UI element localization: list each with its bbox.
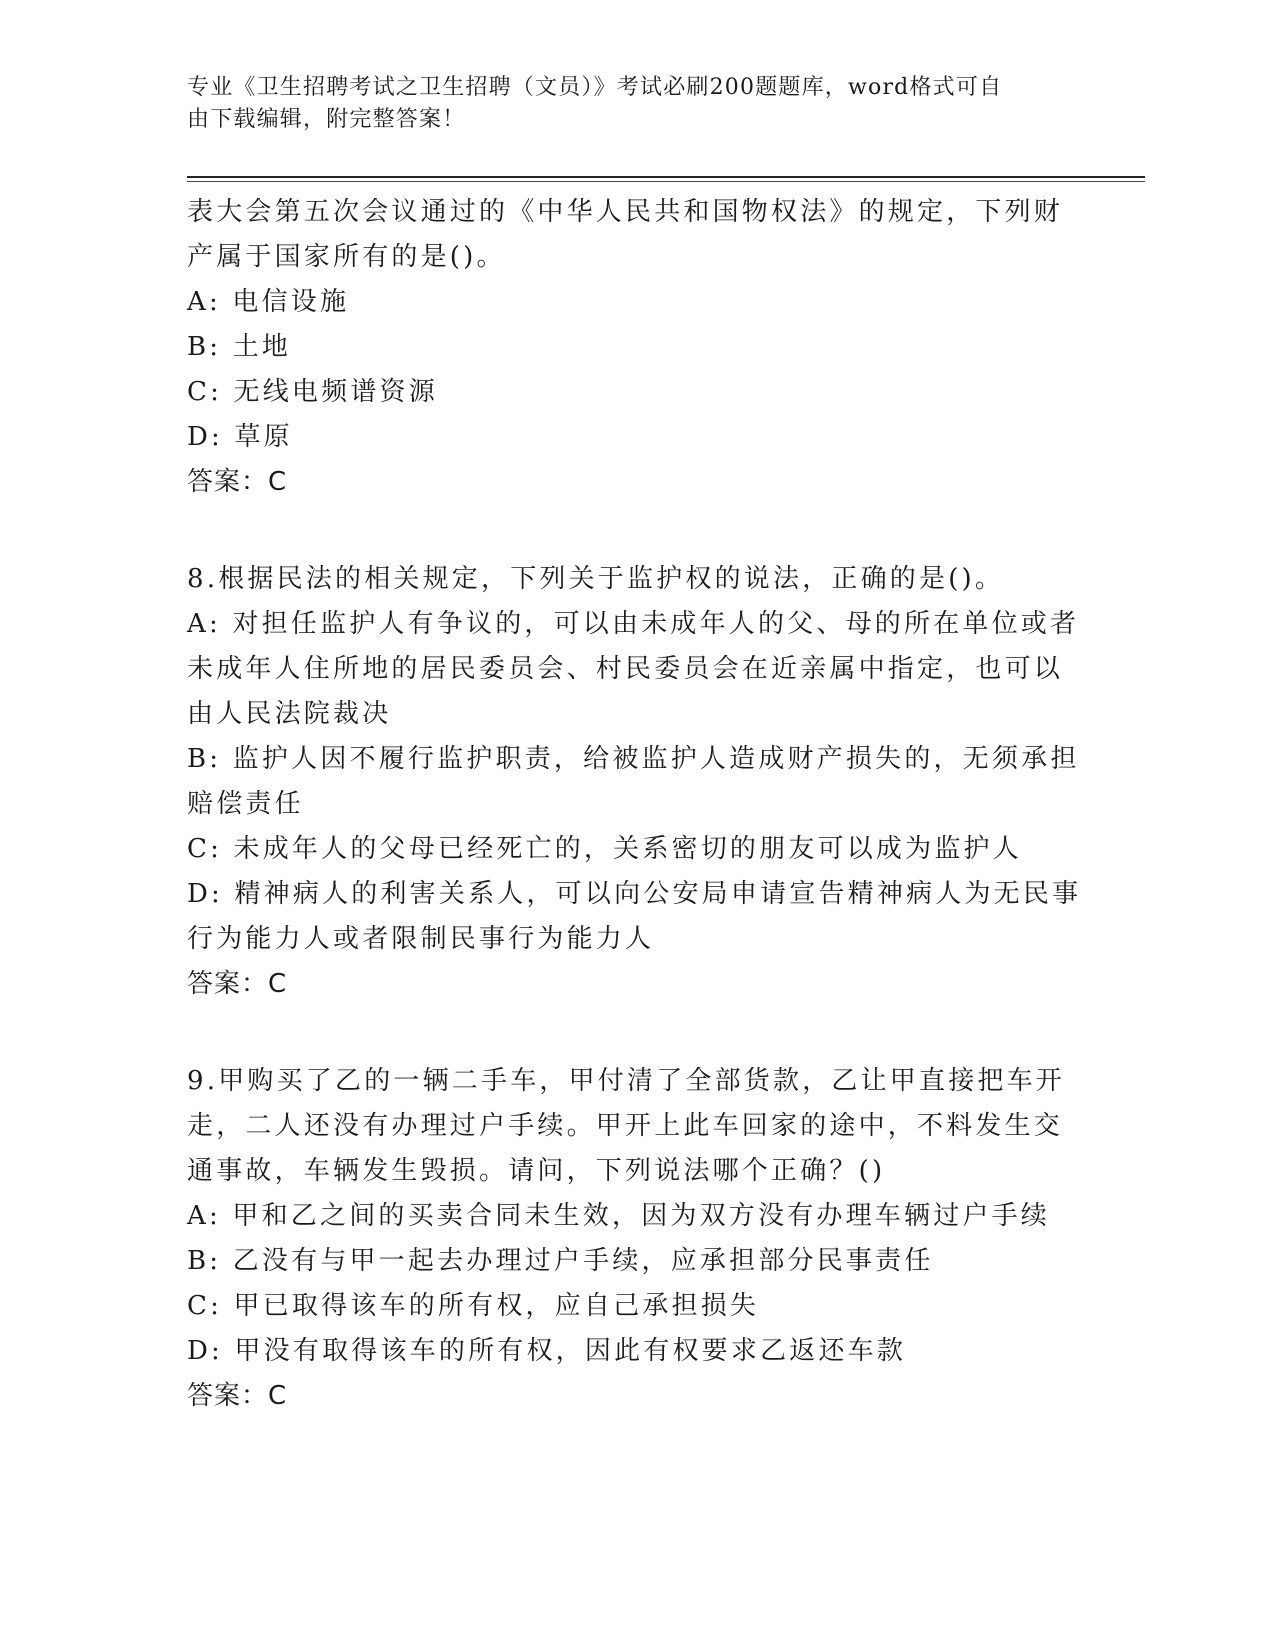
header-line-1: 专业《卫生招聘考试之卫生招聘（文员）》考试必刷200题题库，word格式可自 xyxy=(187,75,1003,100)
option-a: A: 电信设施 xyxy=(187,287,350,317)
option-b: B: 乙没有与甲一起去办理过户手续，应承担部分民事责任 xyxy=(187,1246,934,1276)
option-b-continued: 赔偿责任 xyxy=(187,789,304,819)
option-a-continued: 未成年人住所地的居民委员会、村民委员会在近亲属中指定，也可以 xyxy=(187,654,1064,684)
answer-label: 答案：C xyxy=(187,969,288,999)
option-d: D: 精神病人的利害关系人，可以向公安局申请宣告精神病人为无民事 xyxy=(187,879,1082,909)
question-text-line: 产属于国家所有的是()。 xyxy=(187,242,506,272)
option-d-continued: 行为能力人或者限制民事行为能力人 xyxy=(187,924,655,954)
option-c: C: 无线电频谱资源 xyxy=(187,377,438,407)
option-d: D: 草原 xyxy=(187,422,293,452)
option-c: C: 甲已取得该车的所有权，应自己承担损失 xyxy=(187,1291,760,1321)
question-list xyxy=(187,190,1082,1419)
option-b: B: 土地 xyxy=(187,332,292,362)
answer-label: 答案：C xyxy=(187,467,288,497)
option-d: D: 甲没有取得该车的所有权，因此有权要求乙返还车款 xyxy=(187,1336,907,1366)
option-a: A: 甲和乙之间的买卖合同未生效，因为双方没有办理车辆过户手续 xyxy=(187,1201,1051,1231)
answer-label: 答案：C xyxy=(187,1381,288,1411)
option-b: B: 监护人因不履行监护职责，给被监护人造成财产损失的，无须承担 xyxy=(187,744,1080,774)
question-text-line: 9.甲购买了乙的一辆二手车，甲付清了全部货款，乙让甲直接把车开 xyxy=(187,1066,1066,1096)
header-divider-thick xyxy=(187,176,1145,178)
question-spacer xyxy=(187,505,1067,557)
option-c: C: 未成年人的父母已经死亡的，关系密切的朋友可以成为监护人 xyxy=(187,834,1022,864)
question-8 xyxy=(187,557,1082,1007)
header-line-2: 由下载编辑，附完整答案！ xyxy=(187,107,466,132)
header-divider-thin xyxy=(187,181,1145,182)
question-text-line: 8.根据民法的相关规定，下列关于监护权的说法，正确的是()。 xyxy=(187,564,1005,594)
document-header xyxy=(187,72,1067,136)
question-text-line: 走，二人还没有办理过户手续。甲开上此车回家的途中，不料发生交 xyxy=(187,1111,1064,1141)
question-spacer xyxy=(187,1007,1067,1059)
question-9 xyxy=(187,1059,1067,1419)
question-7 xyxy=(187,190,1067,505)
question-text-line: 通事故，车辆发生毁损。请问，下列说法哪个正确？() xyxy=(187,1156,886,1186)
option-a: A: 对担任监护人有争议的，可以由未成年人的父、母的所在单位或者 xyxy=(187,609,1080,639)
question-text-line: 表大会第五次会议通过的《中华人民共和国物权法》的规定，下列财 xyxy=(187,197,1064,227)
option-a-continued: 由人民法院裁决 xyxy=(187,699,392,729)
